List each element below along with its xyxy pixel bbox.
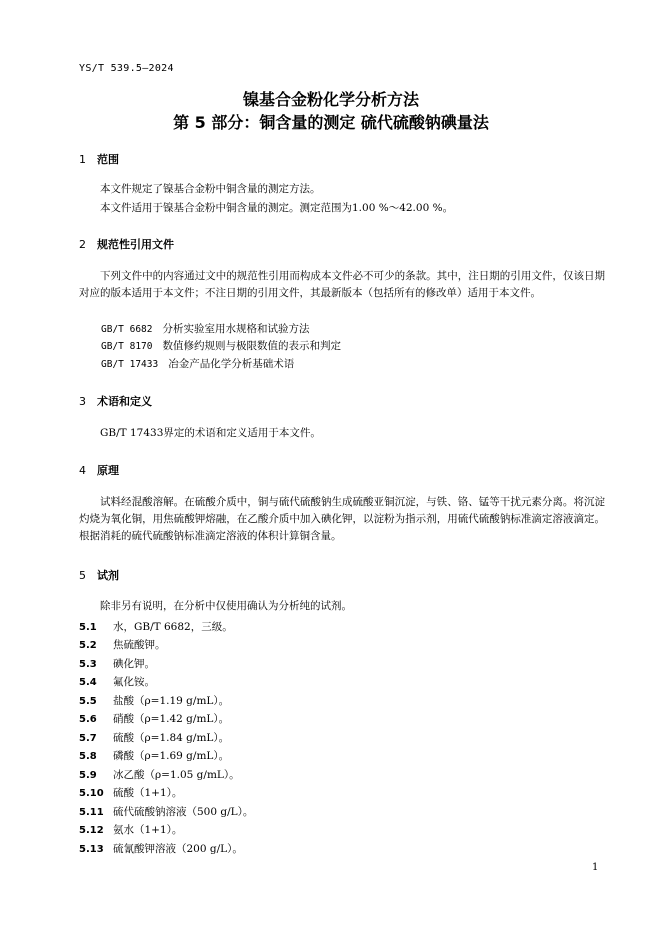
reference-title: 数值修约规则与极限数值的表示和判定 [162,340,341,352]
paragraph: 本文件规定了镍基合金粉中铜含量的测定方法。 [100,183,321,195]
paragraph: 除非另有说明，在分析中仅使用确认为分析纯的试剂。 [100,600,352,612]
page-number: 1 [592,862,599,873]
section-heading-scope [79,151,119,167]
reference-item [101,338,341,355]
item-number: 5.1 [79,622,97,633]
item-text: 盐酸（ρ=1.19 g/mL）。 [113,695,230,707]
reagent-item [79,748,229,763]
item-text: 硫酸（1+1）。 [113,787,183,799]
section-heading-principle [79,462,119,478]
paragraph: GB/T 17433界定的术语和定义适用于本文件。 [100,427,321,439]
reagent-item [79,730,229,745]
section-title: 试剂 [97,569,119,582]
item-text: 磷酸（ρ=1.69 g/mL）。 [113,750,230,762]
standard-number: YS/T 539.5—2024 [79,63,174,74]
section-heading-normative [79,236,174,252]
reference-code: GB/T 6682 [101,324,153,335]
reference-title: 冶金产品化学分析基础术语 [168,358,295,370]
reference-item [101,321,309,338]
item-number: 5.11 [79,807,104,818]
document-title: 镍基合金粉化学分析方法 [242,90,419,109]
item-number: 5.8 [79,751,97,762]
document-subtitle: 第 5 部分：铜含量的测定 硫代硫酸钠碘量法 [173,113,489,132]
reagent-item [79,711,229,726]
item-number: 5.2 [79,640,97,651]
section-title: 术语和定义 [97,395,152,408]
reagent-item [79,693,229,708]
reagent-item [79,619,233,634]
item-number: 5.5 [79,696,97,707]
paragraph: 试料经混酸溶解。在硫酸介质中，铜与硫代硫酸钠生成硫酸亚铜沉淀，与铁、铬、锰等干扰元素分离。将沉淀灼烧为氧化铜，用焦硫酸钾熔融，在乙酸介质中加入碘化钾，以淀粉为指示剂，用硫代硫酸钠标准滴定溶液滴定。根据消耗的硫代硫酸钠标准滴定溶液的体积计算铜含量。 [79,496,605,542]
reagent-item [79,674,155,689]
reagent-item [79,785,182,800]
section-title: 规范性引用文件 [97,238,174,251]
section-heading-terms [79,393,152,409]
section-number: 1 [79,153,86,166]
section-title: 原理 [97,464,119,477]
reagent-item [79,656,155,671]
item-text: 硝酸（ρ=1.42 g/mL）。 [113,713,230,725]
section-number: 4 [79,464,86,477]
item-text: 氨水（1+1）。 [113,824,183,836]
section-number: 3 [79,395,86,408]
item-text: 焦硫酸钾。 [113,639,166,651]
reagent-item [79,767,240,782]
item-number: 5.10 [79,788,104,799]
item-number: 5.13 [79,844,104,855]
item-number: 5.4 [79,677,97,688]
item-text: 冰乙酸（ρ=1.05 g/mL）。 [113,769,240,781]
section-number: 2 [79,238,86,251]
reference-code: GB/T 8170 [101,341,153,352]
item-number: 5.6 [79,714,97,725]
section-title: 范围 [97,153,119,166]
item-text: 硫代硫酸钠溶液（500 g/L）。 [113,806,254,818]
reagent-item [79,637,166,652]
item-number: 5.7 [79,733,97,744]
reference-title: 分析实验室用水规格和试验方法 [162,323,310,335]
item-text: 水，GB/T 6682，三级。 [113,621,233,633]
section-heading-reagents [79,567,119,583]
item-text: 氟化铵。 [113,676,155,688]
reagent-item [79,804,253,819]
section-number: 5 [79,569,86,582]
item-text: 碘化钾。 [113,658,155,670]
reagent-item [79,841,243,856]
item-number: 5.9 [79,770,97,781]
reference-item [101,356,294,373]
paragraph: 下列文件中的内容通过文中的规范性引用而构成本文件必不可少的条款。其中，注日期的引用文件，仅该日期对应的版本适用于本文件；不注日期的引用文件，其最新版本（包括所有的修改单）适用于本文件。 [79,270,605,299]
reagent-item [79,822,182,837]
item-number: 5.3 [79,659,97,670]
paragraph: 本文件适用于镍基合金粉中铜含量的测定。测定范围为1.00 %～42.00 %。 [100,202,454,214]
reference-code: GB/T 17433 [101,359,159,370]
item-text: 硫酸（ρ=1.84 g/mL）。 [113,732,230,744]
item-number: 5.12 [79,825,104,836]
item-text: 硫氰酸钾溶液（200 g/L）。 [113,843,243,855]
